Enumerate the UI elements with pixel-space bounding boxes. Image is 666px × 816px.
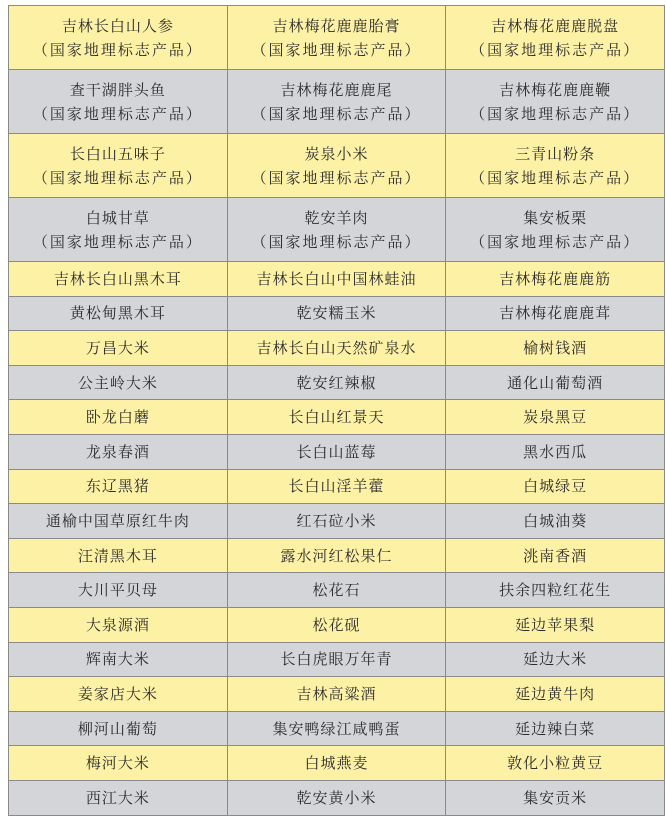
table-row — [9, 434, 665, 469]
table-cell: 大泉源酒 — [9, 607, 228, 642]
table-cell: 延边大米 — [446, 642, 665, 677]
table-cell: 扶余四粒红花生 — [446, 573, 665, 608]
table-cell: 梅河大米 — [9, 746, 228, 781]
table-cell: 黑水西瓜 — [446, 434, 665, 469]
table-cell: 龙泉春酒 — [9, 434, 228, 469]
table-cell: 延边辣白菜 — [446, 711, 665, 746]
table-cell — [9, 6, 228, 70]
table-row — [9, 711, 665, 746]
product-note: （国家地理标志产品） — [251, 40, 422, 59]
table-cell: 敦化小粒黄豆 — [446, 746, 665, 781]
table-cell: 卧龙白蘑 — [9, 400, 228, 435]
table-row — [9, 331, 665, 366]
table-cell — [9, 134, 228, 198]
table-cell: 吉林长白山天然矿泉水 — [227, 331, 446, 366]
table-row — [9, 504, 665, 539]
table-cell: 洮南香酒 — [446, 538, 665, 573]
table-cell: 大川平贝母 — [9, 573, 228, 608]
product-note: （国家地理标志产品） — [251, 168, 422, 187]
table-row — [9, 607, 665, 642]
table-cell: 公主岭大米 — [9, 365, 228, 400]
table-cell — [9, 198, 228, 262]
table-cell: 万昌大米 — [9, 331, 228, 366]
table-row — [9, 469, 665, 504]
table-row — [9, 198, 665, 262]
products-table-container — [8, 5, 665, 816]
table-cell: 吉林高粱酒 — [227, 677, 446, 712]
table-cell: 东辽黑猪 — [9, 469, 228, 504]
table-cell: 通化山葡萄酒 — [446, 365, 665, 400]
table-cell — [227, 70, 446, 134]
table-cell: 榆树钱酒 — [446, 331, 665, 366]
table-cell: 白城油葵 — [446, 504, 665, 539]
product-name: 炭泉小米 — [304, 144, 369, 163]
table-cell: 柳河山葡萄 — [9, 711, 228, 746]
table-cell: 辉南大米 — [9, 642, 228, 677]
table-cell: 乾安红辣椒 — [227, 365, 446, 400]
product-name: 乾安羊肉 — [304, 208, 369, 227]
table-row — [9, 642, 665, 677]
table-cell: 白城绿豆 — [446, 469, 665, 504]
product-name: 吉林梅花鹿鹿尾 — [280, 80, 393, 99]
table-cell: 姜家店大米 — [9, 677, 228, 712]
product-note: （国家地理标志产品） — [251, 104, 422, 123]
product-name: 吉林长白山人参 — [61, 16, 174, 35]
table-cell: 吉林梅花鹿鹿筋 — [446, 262, 665, 297]
table-cell — [446, 6, 665, 70]
table-cell: 吉林长白山中国林蛙油 — [227, 262, 446, 297]
table-row — [9, 296, 665, 331]
table-row — [9, 746, 665, 781]
product-name: 吉林梅花鹿鹿胎膏 — [272, 16, 401, 35]
table-cell — [9, 70, 228, 134]
table-cell: 延边苹果梨 — [446, 607, 665, 642]
table-cell: 长白虎眼万年青 — [227, 642, 446, 677]
table-cell: 乾安糯玉米 — [227, 296, 446, 331]
table-row — [9, 677, 665, 712]
table-row — [9, 365, 665, 400]
product-note: （国家地理标志产品） — [32, 168, 203, 187]
table-body — [9, 6, 665, 816]
table-cell: 延边黄牛肉 — [446, 677, 665, 712]
table-cell — [227, 198, 446, 262]
table-row — [9, 262, 665, 297]
table-row — [9, 573, 665, 608]
product-note: （国家地理标志产品） — [32, 232, 203, 251]
table-cell: 长白山红景天 — [227, 400, 446, 435]
geographic-products-table — [8, 5, 665, 816]
table-cell — [446, 70, 665, 134]
table-row — [9, 400, 665, 435]
product-note: （国家地理标志产品） — [470, 232, 641, 251]
table-row — [9, 70, 665, 134]
product-name: 吉林梅花鹿鹿脱盘 — [491, 16, 620, 35]
table-cell — [446, 134, 665, 198]
table-cell — [446, 198, 665, 262]
table-cell: 露水河红松果仁 — [227, 538, 446, 573]
table-cell: 汪清黑木耳 — [9, 538, 228, 573]
table-cell: 白城燕麦 — [227, 746, 446, 781]
product-name: 集安板栗 — [523, 208, 588, 227]
table-cell — [227, 134, 446, 198]
table-cell: 炭泉黑豆 — [446, 400, 665, 435]
table-cell: 通榆中国草原红牛肉 — [9, 504, 228, 539]
table-cell: 长白山蓝莓 — [227, 434, 446, 469]
product-note: （国家地理标志产品） — [32, 104, 203, 123]
table-cell: 松花砚 — [227, 607, 446, 642]
product-name: 白城甘草 — [85, 208, 150, 227]
table-cell: 西江大米 — [9, 780, 228, 815]
table-row — [9, 780, 665, 815]
table-cell — [227, 6, 446, 70]
table-cell: 乾安黄小米 — [227, 780, 446, 815]
product-name: 吉林梅花鹿鹿鞭 — [499, 80, 612, 99]
product-note: （国家地理标志产品） — [32, 40, 203, 59]
table-cell: 松花石 — [227, 573, 446, 608]
product-note: （国家地理标志产品） — [470, 40, 641, 59]
product-note: （国家地理标志产品） — [470, 104, 641, 123]
table-cell: 吉林梅花鹿鹿茸 — [446, 296, 665, 331]
table-cell: 长白山淫羊藿 — [227, 469, 446, 504]
table-cell: 集安鸭绿江咸鸭蛋 — [227, 711, 446, 746]
product-name: 长白山五味子 — [69, 144, 166, 163]
product-name: 三青山粉条 — [515, 144, 596, 163]
table-cell: 黄松甸黑木耳 — [9, 296, 228, 331]
product-name: 查干湖胖头鱼 — [69, 80, 166, 99]
table-cell: 集安贡米 — [446, 780, 665, 815]
product-note: （国家地理标志产品） — [470, 168, 641, 187]
table-row — [9, 134, 665, 198]
table-cell: 吉林长白山黑木耳 — [9, 262, 228, 297]
table-row — [9, 538, 665, 573]
product-note: （国家地理标志产品） — [251, 232, 422, 251]
table-cell: 红石砬小米 — [227, 504, 446, 539]
table-row — [9, 6, 665, 70]
